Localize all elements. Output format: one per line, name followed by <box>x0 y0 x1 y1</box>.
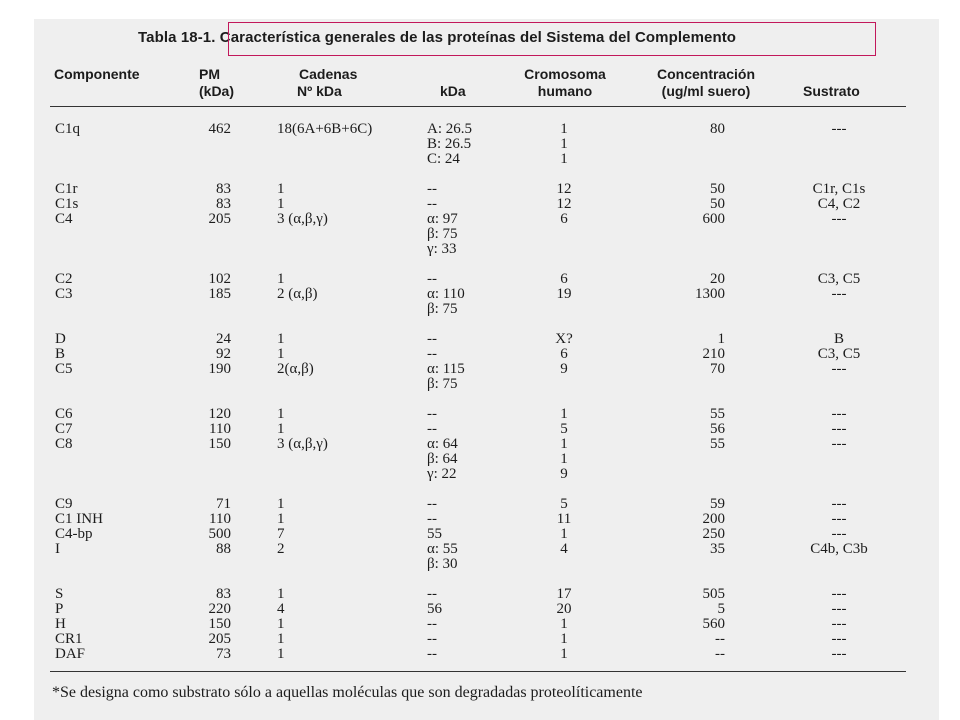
cell-pm: 205 <box>208 631 231 647</box>
cell-pm: 220 <box>208 601 231 617</box>
cell-cromosoma: 11 <box>556 511 572 527</box>
header-cadenas-line1: Cadenas <box>299 66 358 82</box>
cell-pm: 83 <box>216 586 231 602</box>
cell-componente: C1q <box>55 121 81 137</box>
table-row <box>0 226 960 242</box>
cell-concentracion: 560 <box>702 616 725 632</box>
cell-componente: P <box>55 601 64 617</box>
cell-cadenas: 1 <box>277 586 285 602</box>
cell-cromosoma: 19 <box>556 286 572 302</box>
cell-cromosoma: 12 <box>556 181 572 197</box>
cell-cromosoma: 20 <box>556 601 572 617</box>
cell-kda: -- <box>427 511 437 527</box>
header-rule <box>50 106 906 107</box>
cell-kda: β: 30 <box>427 556 458 572</box>
cell-pm: 110 <box>209 511 231 527</box>
cell-sustrato: --- <box>831 406 847 422</box>
table-row <box>0 136 960 152</box>
cell-componente: D <box>55 331 66 347</box>
cell-componente: C1r <box>55 181 78 197</box>
cell-cadenas: 1 <box>277 496 285 512</box>
cell-cadenas: 1 <box>277 616 285 632</box>
cell-kda: -- <box>427 631 437 647</box>
table-row <box>0 121 960 137</box>
cell-concentracion: 56 <box>710 421 725 437</box>
cell-cromosoma: 1 <box>560 136 568 152</box>
cell-componente: C1s <box>55 196 79 212</box>
cell-pm: 185 <box>208 286 231 302</box>
table-row <box>0 286 960 302</box>
cell-kda: -- <box>427 496 437 512</box>
table-row <box>0 346 960 362</box>
cell-kda: 55 <box>427 526 442 542</box>
cell-cadenas: 3 (α,β,γ) <box>277 436 328 452</box>
cell-concentracion: 1 <box>717 331 725 347</box>
cell-cadenas: 2(α,β) <box>277 361 314 377</box>
cell-concentracion: 250 <box>702 526 725 542</box>
table-row <box>0 211 960 227</box>
cell-kda: -- <box>427 271 437 287</box>
header-pm-line1: PM <box>199 66 220 82</box>
table-row <box>0 181 960 197</box>
cell-cromosoma: 1 <box>560 616 568 632</box>
cell-cromosoma: 5 <box>560 496 568 512</box>
cell-cadenas: 1 <box>277 631 285 647</box>
table-row <box>0 496 960 512</box>
cell-concentracion: 1300 <box>695 286 725 302</box>
cell-componente: C4-bp <box>55 526 93 542</box>
header-cromosoma-line2: humano <box>537 83 593 99</box>
cell-cadenas: 1 <box>277 331 285 347</box>
cell-componente: S <box>55 586 64 602</box>
cell-sustrato: --- <box>831 601 847 617</box>
cell-sustrato: --- <box>831 511 847 527</box>
cell-componente: C2 <box>55 271 73 287</box>
table-number: Tabla 18-1 <box>138 29 212 46</box>
cell-cromosoma: 1 <box>560 436 568 452</box>
cell-kda: -- <box>427 586 437 602</box>
cell-cadenas: 1 <box>277 511 285 527</box>
header-cromosoma-line1: Cromosoma <box>524 66 606 82</box>
cell-kda: -- <box>427 181 437 197</box>
cell-componente: C9 <box>55 496 73 512</box>
cell-kda: -- <box>427 616 437 632</box>
cell-componente: C4 <box>55 211 73 227</box>
cell-pm: 190 <box>208 361 231 377</box>
table-row <box>0 271 960 287</box>
cell-sustrato: --- <box>831 211 847 227</box>
table-row <box>0 616 960 632</box>
cell-concentracion: 55 <box>710 406 725 422</box>
cell-concentracion: 50 <box>710 196 725 212</box>
cell-concentracion: 35 <box>710 541 725 557</box>
table-row <box>0 586 960 602</box>
cell-pm: 92 <box>216 346 231 362</box>
cell-kda: -- <box>427 406 437 422</box>
cell-cromosoma: 1 <box>560 451 568 467</box>
cell-concentracion: -- <box>715 646 725 662</box>
cell-pm: 500 <box>208 526 231 542</box>
cell-componente: C8 <box>55 436 73 452</box>
cell-pm: 110 <box>209 421 231 437</box>
cell-sustrato: --- <box>831 436 847 452</box>
cell-sustrato: C1r, C1s <box>812 181 866 197</box>
header-cadenas-line2: Nº kDa <box>297 83 342 99</box>
cell-concentracion: 59 <box>710 496 725 512</box>
cell-sustrato: C4b, C3b <box>810 541 868 557</box>
cell-pm: 205 <box>208 211 231 227</box>
cell-concentracion: 200 <box>702 511 725 527</box>
cell-concentracion: 505 <box>702 586 725 602</box>
cell-sustrato: C4, C2 <box>817 196 861 212</box>
cell-sustrato: --- <box>831 496 847 512</box>
cell-sustrato: C3, C5 <box>817 346 861 362</box>
cell-cromosoma: 5 <box>560 421 568 437</box>
cell-concentracion: 55 <box>710 436 725 452</box>
cell-pm: 120 <box>208 406 231 422</box>
cell-pm: 150 <box>208 436 231 452</box>
cell-sustrato: B <box>833 331 844 347</box>
table-row <box>0 406 960 422</box>
cell-cadenas: 7 <box>277 526 285 542</box>
header-pm <box>199 66 234 100</box>
table-row <box>0 151 960 167</box>
cell-pm: 102 <box>208 271 231 287</box>
cell-concentracion: 5 <box>717 601 725 617</box>
cell-kda: α: 115 <box>427 361 465 377</box>
cell-sustrato: --- <box>831 616 847 632</box>
footer-rule <box>50 671 906 672</box>
cell-kda: -- <box>427 346 437 362</box>
cell-kda: -- <box>427 196 437 212</box>
cell-cromosoma: 1 <box>560 121 568 137</box>
cell-cromosoma: 1 <box>560 631 568 647</box>
cell-cadenas: 1 <box>277 196 285 212</box>
cell-cadenas: 1 <box>277 346 285 362</box>
cell-concentracion: -- <box>715 631 725 647</box>
cell-componente: H <box>55 616 66 632</box>
cell-concentracion: 600 <box>702 211 725 227</box>
table-row <box>0 601 960 617</box>
cell-kda: α: 64 <box>427 436 458 452</box>
table-row <box>0 196 960 212</box>
header-pm-line2: (kDa) <box>199 83 235 99</box>
cell-componente: C3 <box>55 286 73 302</box>
header-concentracion-line2: (ug/ml suero) <box>661 83 751 99</box>
cell-kda: -- <box>427 331 437 347</box>
table-row <box>0 436 960 452</box>
table-row <box>0 511 960 527</box>
table-row <box>0 301 960 317</box>
cell-componente: B <box>55 346 66 362</box>
header-concentracion <box>641 66 771 100</box>
cell-kda: β: 75 <box>427 226 458 242</box>
table-row <box>0 556 960 572</box>
header-cromosoma <box>513 66 617 100</box>
cell-kda: -- <box>427 421 437 437</box>
cell-cromosoma: 9 <box>560 466 568 482</box>
cell-cromosoma: 1 <box>560 406 568 422</box>
table-row <box>0 376 960 392</box>
cell-sustrato: --- <box>831 421 847 437</box>
cell-concentracion: 50 <box>710 181 725 197</box>
cell-sustrato: --- <box>831 526 847 542</box>
cell-kda: γ: 22 <box>427 466 457 482</box>
cell-sustrato: --- <box>831 361 847 377</box>
cell-concentracion: 80 <box>710 121 725 137</box>
cell-kda: B: 26.5 <box>427 136 472 152</box>
cell-pm: 88 <box>216 541 231 557</box>
cell-cadenas: 1 <box>277 406 285 422</box>
cell-cadenas: 2 (α,β) <box>277 286 318 302</box>
cell-kda: β: 64 <box>427 451 458 467</box>
cell-sustrato: --- <box>831 286 847 302</box>
cell-concentracion: 70 <box>710 361 725 377</box>
cell-cadenas: 1 <box>277 271 285 287</box>
cell-cromosoma: 6 <box>560 211 568 227</box>
cell-cromosoma: 17 <box>556 586 572 602</box>
cell-cadenas: 1 <box>277 646 285 662</box>
header-sustrato: Sustrato <box>803 83 860 99</box>
cell-concentracion: 20 <box>710 271 725 287</box>
cell-cromosoma: 4 <box>560 541 568 557</box>
table-row <box>0 541 960 557</box>
table-row <box>0 631 960 647</box>
cell-cadenas: 2 <box>277 541 285 557</box>
cell-componente: CR1 <box>55 631 83 647</box>
cell-cromosoma: 1 <box>560 646 568 662</box>
cell-pm: 71 <box>216 496 231 512</box>
cell-pm: 150 <box>208 616 231 632</box>
footnote: *Se designa como substrato sólo a aquellas moléculas que son degradadas proteolíticamente <box>52 684 643 701</box>
cell-componente: C5 <box>55 361 73 377</box>
table-title-text: . Característica generales de las proteínas del Sistema del Complemento <box>211 29 737 46</box>
cell-cromosoma: 12 <box>556 196 572 212</box>
header-componente: Componente <box>54 66 140 82</box>
cell-pm: 73 <box>216 646 231 662</box>
cell-pm: 83 <box>216 181 231 197</box>
table-row <box>0 331 960 347</box>
table-row <box>0 526 960 542</box>
cell-kda: β: 75 <box>427 376 458 392</box>
table-row <box>0 421 960 437</box>
cell-componente: I <box>55 541 60 557</box>
table-row <box>0 646 960 662</box>
title-highlight-box <box>228 22 876 56</box>
cell-sustrato: --- <box>831 586 847 602</box>
cell-componente: C7 <box>55 421 73 437</box>
cell-cromosoma: 1 <box>560 526 568 542</box>
cell-sustrato: --- <box>831 121 847 137</box>
header-cadenas <box>297 66 357 100</box>
cell-kda: 56 <box>427 601 442 617</box>
header-concentracion-line1: Concentración <box>656 66 755 82</box>
cell-cromosoma: 1 <box>560 151 568 167</box>
cell-kda: A: 26.5 <box>427 121 472 137</box>
table-row <box>0 241 960 257</box>
cell-cadenas: 1 <box>277 181 285 197</box>
cell-sustrato: --- <box>831 631 847 647</box>
cell-cadenas: 4 <box>277 601 285 617</box>
cell-sustrato: C3, C5 <box>817 271 861 287</box>
cell-componente: C6 <box>55 406 73 422</box>
table-row <box>0 451 960 467</box>
cell-concentracion: 210 <box>702 346 725 362</box>
cell-componente: C1 INH <box>55 511 103 527</box>
cell-sustrato: --- <box>831 646 847 662</box>
table-row <box>0 466 960 482</box>
cell-cadenas: 1 <box>277 421 285 437</box>
cell-kda: β: 75 <box>427 301 458 317</box>
cell-kda: -- <box>427 646 437 662</box>
cell-cadenas: 18(6A+6B+6C) <box>277 121 373 137</box>
cell-kda: α: 97 <box>427 211 458 227</box>
cell-pm: 83 <box>216 196 231 212</box>
cell-kda: α: 55 <box>427 541 458 557</box>
cell-cromosoma: X? <box>555 331 573 347</box>
cell-kda: α: 110 <box>427 286 465 302</box>
cell-componente: DAF <box>55 646 86 662</box>
cell-cromosoma: 9 <box>560 361 568 377</box>
cell-pm: 462 <box>208 121 231 137</box>
cell-cadenas: 3 (α,β,γ) <box>277 211 328 227</box>
header-kda: kDa <box>440 83 466 99</box>
cell-kda: γ: 33 <box>427 241 457 257</box>
cell-cromosoma: 6 <box>560 271 568 287</box>
table-row <box>0 361 960 377</box>
cell-kda: C: 24 <box>427 151 460 167</box>
cell-cromosoma: 6 <box>560 346 568 362</box>
cell-pm: 24 <box>216 331 231 347</box>
